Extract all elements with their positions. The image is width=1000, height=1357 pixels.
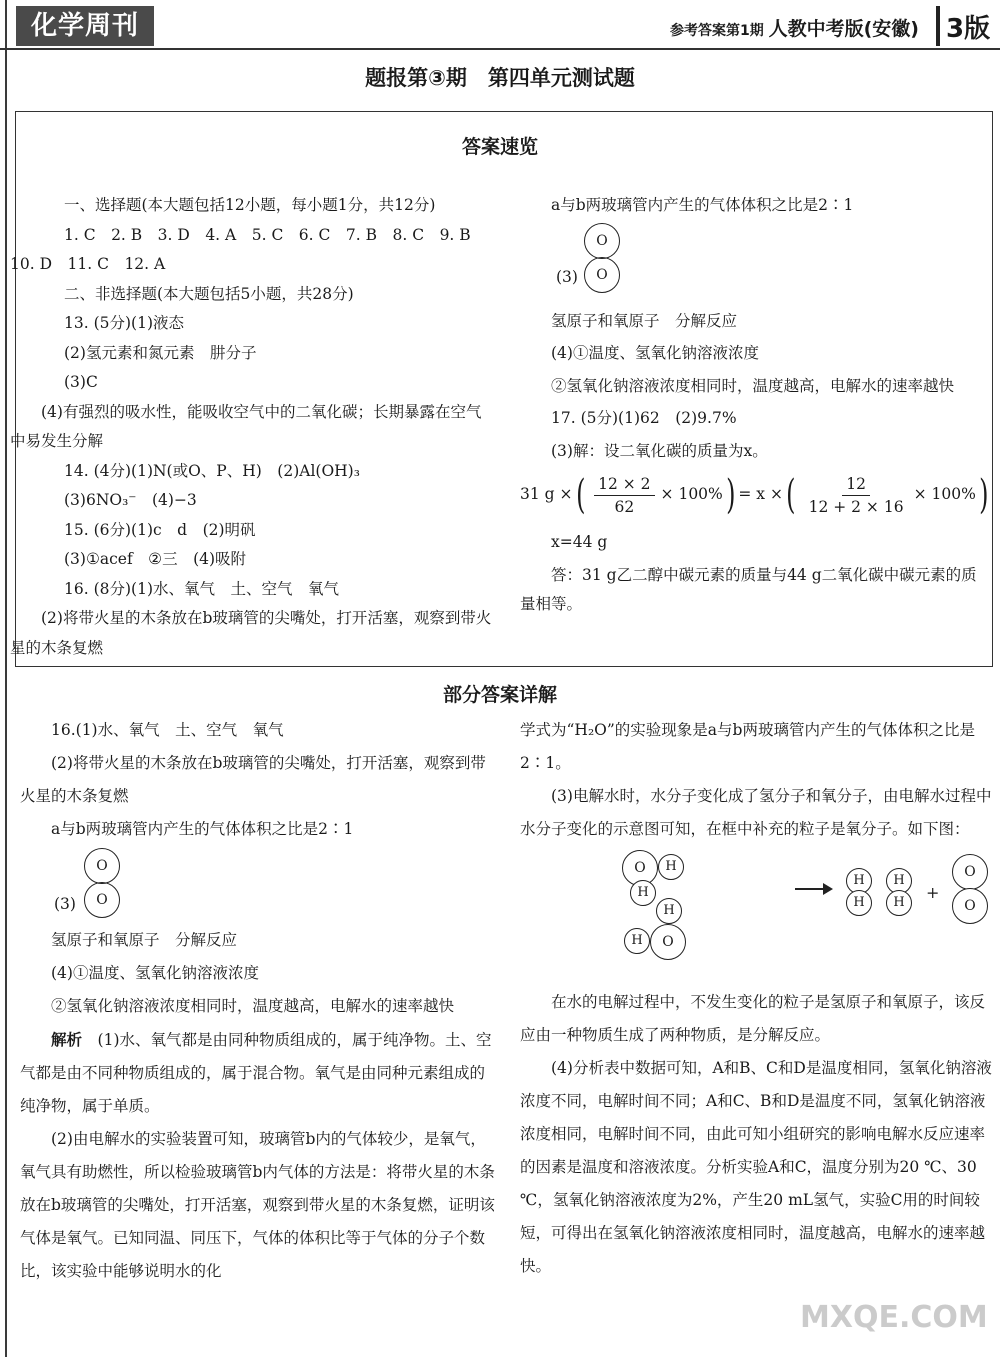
answer-right-column <box>520 191 989 620</box>
hydrogen-atom: H <box>846 890 872 916</box>
answer-line: 答：31 g乙二醇中碳元素的质量与44 g二氧化碳中碳元素的质量相等。 <box>520 565 977 613</box>
detail-line: 在水的电解过程中，不发生变化的粒子是氢原子和氧原子，该反应由一种物质生成了两种物质，是分解反应。 <box>520 993 986 1044</box>
answer-line: (3)①acef ②三 (4)吸附 <box>64 550 247 568</box>
hydrogen-atom: H <box>658 854 684 880</box>
detail-line: (2)将带火星的木条放在b玻璃管的尖嘴处，打开活塞，观察到带火星的木条复燃 <box>20 754 486 805</box>
watermark: MXQE.COM <box>800 1300 988 1335</box>
oxygen-atom: O <box>952 888 988 924</box>
answer-line: 10. D 11. C 12. A <box>10 255 166 273</box>
fraction-numerator: 12 × 2 <box>594 473 654 496</box>
reaction-arrow <box>795 888 831 890</box>
hydrogen-atom: H <box>624 928 650 954</box>
page-title: 题报第③期 第四单元测试题 <box>365 66 635 90</box>
detail-line: ②氢氧化钠溶液浓度相同时，温度越高，电解水的速率越快 <box>51 997 455 1015</box>
answer-overview-title: 答案速览 <box>461 136 538 158</box>
answer-line: 氢原子和氧原子 分解反应 <box>551 311 738 330</box>
answer-line: 17. (5分)(1)62 (2)9.7% <box>551 409 737 427</box>
detail-line: (4)分析表中数据可知，A和B、C和D是温度相同，氢氧化钠溶液浓度不同，电解时间不同；A和C、B和D是温度不同，氢氧化钠溶液浓度相同，电解时间不同，由此可知小组研究的影响电解水反应速率的因素是温度和溶液浓度。分析实验A和C，温度分别为20 ℃、30 ℃，氢氧化钠溶液浓度为2%，产生20 mL氢气，实验C用的时间较短，可得出在氢氧化钠溶液浓度相同时，温度越高，电解水的速率越快。 <box>520 1059 992 1275</box>
detail-line: 氢原子和氧原子 分解反应 <box>51 931 238 949</box>
answer-line: ②氢氧化钠溶液浓度相同时，温度越高，电解水的速率越快 <box>551 376 955 395</box>
answer-line: 15. (6分)(1)c d (2)明矾 <box>64 520 256 539</box>
formula-lhs: 31 g × <box>520 485 573 504</box>
answer-line: x=44 g <box>551 533 608 551</box>
header-answer-label: 参考答案第1期 <box>670 23 764 39</box>
formula-fraction <box>594 473 654 518</box>
answer-line: 14. (4分)(1)N(或O、P、H) (2)Al(OH)₃ <box>64 461 360 480</box>
hydrogen-atom: H <box>846 868 872 894</box>
oxygen-atom: O <box>650 924 686 960</box>
oxygen-atom: O <box>584 257 620 293</box>
answer-line: 一、选择题(本大题包括12小题，每小题1分，共12分) <box>64 196 436 214</box>
answer-line: 二、非选择题(本大题包括5小题，共28分) <box>64 284 354 303</box>
answer-line: a与b两玻璃管内产生的气体体积之比是2∶1 <box>551 196 854 214</box>
detail-section-title: 部分答案详解 <box>442 684 557 706</box>
fraction-denominator: 62 <box>614 497 635 516</box>
answer-line: (2)将带火星的木条放在b玻璃管的尖嘴处，打开活塞，观察到带火星的木条复燃 <box>10 609 492 657</box>
header-divider <box>936 6 940 46</box>
header-rule <box>0 48 1000 50</box>
formula-paren: ) <box>725 472 736 518</box>
fraction-denominator: 12 + 2 × 16 <box>808 497 904 516</box>
formula-fraction <box>805 473 908 518</box>
formula-paren: ) <box>978 472 989 518</box>
answer-line: (3)C <box>64 373 98 391</box>
detail-line: (3)电解水时，水分子变化成了氢分子和氧分子，由电解水过程中水分子变化的示意图可知，在框中补充的粒子是氧分子。如下图： <box>520 787 992 838</box>
answer-line: 16. (8分)(1)水、氧气 土、空气 氧气 <box>64 579 339 598</box>
molecule-label: (3) <box>556 267 578 286</box>
molecule-label: (3) <box>54 895 76 913</box>
oxygen-atom: O <box>622 850 658 886</box>
formula-paren: ( <box>575 472 585 518</box>
header-info <box>670 14 919 41</box>
hydrogen-atom: H <box>630 880 656 906</box>
oxygen-atom: O <box>952 854 988 890</box>
plus-sign: + <box>926 883 940 902</box>
oxygen-atom: O <box>584 223 620 259</box>
detail-left-column <box>20 714 495 1288</box>
detail-line: a与b两玻璃管内产生的气体体积之比是2∶1 <box>51 820 354 838</box>
formula-percent: × 100% <box>913 485 976 504</box>
formula-percent: × 100% <box>660 485 723 504</box>
oxygen-molecule-answer <box>520 221 982 299</box>
answer-line: (2)氢元素和氮元素 肼分子 <box>64 343 257 362</box>
detail-analysis-1 <box>20 1023 495 1123</box>
answer-line: (3)解：设二氧化碳的质量为x。 <box>551 441 768 460</box>
oxygen-atom: O <box>84 882 120 918</box>
detail-line: 16.(1)水、氧气 土、空气 氧气 <box>51 721 284 739</box>
oxygen-atom: O <box>84 848 120 884</box>
analysis-label: 解析 <box>51 1030 83 1049</box>
page-left-rule <box>5 0 7 1357</box>
brand-logo: 化学周刊 <box>16 6 154 46</box>
water-electrolysis-diagram <box>620 846 995 986</box>
analysis-text: (1)水、氧气都是由同种物质组成的，属于纯净物。土、空气都是由不同种物质组成的，属于混合物。氧气是由同种元素组成的纯净物，属于单质。 <box>20 1031 492 1115</box>
oxygen-molecule-detail <box>20 846 495 924</box>
detail-line: 学式为“H₂O”的实验现象是a与b两玻璃管内产生的气体体积之比是2∶1。 <box>520 721 975 772</box>
hydrogen-atom: H <box>656 898 682 924</box>
answer-line: 1. C 2. B 3. D 4. A 5. C 6. C 7. B 8. C 9. B <box>64 225 471 244</box>
answer-line: (4)有强烈的吸水性，能吸收空气中的二氧化碳；长期暴露在空气中易发生分解 <box>10 402 482 450</box>
calculation-formula <box>520 466 989 524</box>
answer-line: 13. (5分)(1)液态 <box>64 314 184 332</box>
detail-right-column <box>520 714 995 1283</box>
formula-paren: ( <box>786 472 796 518</box>
hydrogen-atom: H <box>886 890 912 916</box>
answer-line: (4)①温度、氢氧化钠溶液浓度 <box>551 344 759 362</box>
answer-left-column <box>10 191 493 663</box>
hydrogen-atom: H <box>886 868 912 894</box>
header-edition: 人教中考版(安徽) <box>768 18 919 40</box>
detail-analysis-2: (2)由电解水的实验装置可知，玻璃管b内的气体较少，是氧气，氧气具有助燃性，所以检验玻璃管b内气体的方法是：将带火星的木条放在b玻璃管的尖嘴处，打开活塞，观察到带火星的木条复燃，证明该气体是氧气。已知同温、同压下，气体的体积比等于气体的分子个数比，该实验中能够说明水的化 <box>20 1130 495 1280</box>
fraction-numerator: 12 <box>842 473 870 496</box>
detail-line: (4)①温度、氢氧化钠溶液浓度 <box>51 964 259 982</box>
formula-equals: = x × <box>738 485 783 504</box>
answer-line: (3)6NO₃⁻ (4)−3 <box>64 491 197 509</box>
page-number: 3版 <box>946 14 991 44</box>
